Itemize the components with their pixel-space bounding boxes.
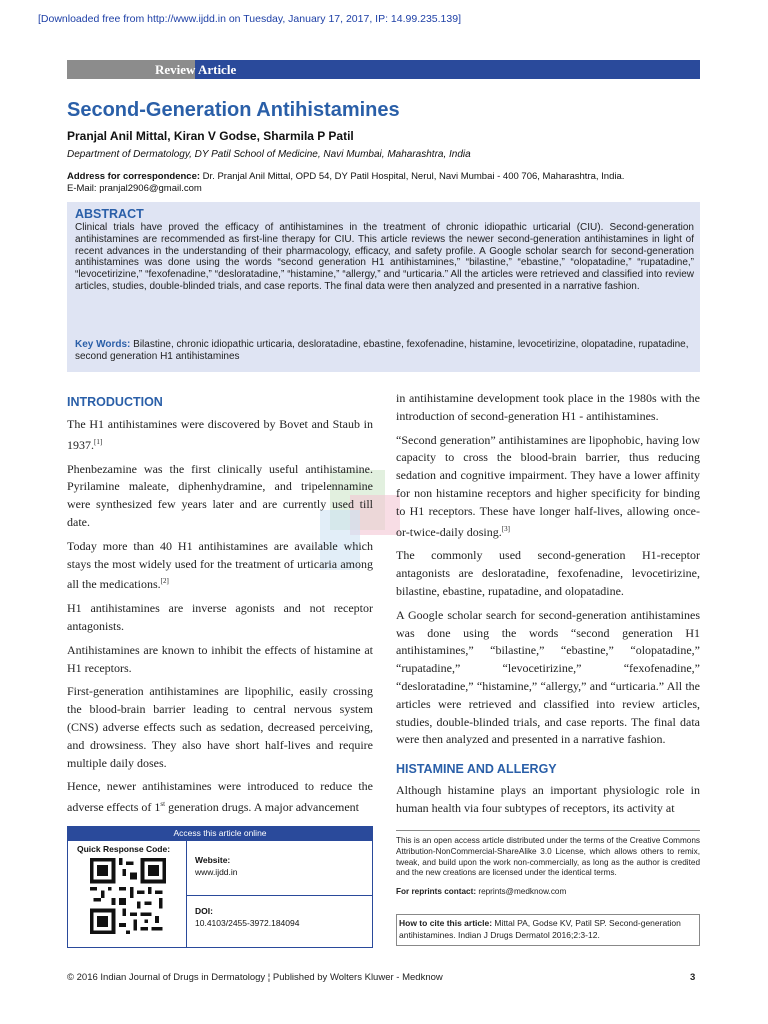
abstract-heading: ABSTRACT bbox=[75, 207, 144, 221]
correspondence bbox=[67, 171, 707, 194]
divider bbox=[186, 895, 373, 896]
qr-label: Quick Response Code: bbox=[77, 844, 171, 854]
paragraph-text: The H1 antihistamines were discovered by Bovet and Staub in 1937. bbox=[67, 417, 373, 452]
paragraph-text: Today more than 40 H1 antihistamines are available which stays the most widely used for the treatment of urticaria among all the medications. bbox=[67, 538, 373, 592]
superscript: st bbox=[160, 800, 166, 809]
introduction-heading: INTRODUCTION bbox=[67, 395, 163, 409]
paragraph bbox=[67, 778, 373, 817]
correspondence-address: Dr. Pranjal Anil Mittal, OPD 54, DY Patil Hospital, Nerul, Navi Mumbai - 400 706, Maharashtra, India. bbox=[200, 171, 625, 182]
abstract-text: Clinical trials have proved the efficacy of antihistamines in the treatment of chronic idiopathic urticarial (CIU). Second-generation antihistamines are recommended as first-line therapy for CIU. This article reviews the newer second-generation antihistamines in light of recent advances in the understanding of their pharmacology, efficacy, and safety profile. A Google scholar search for second-generation antihistamines was done using the words “second generation H1 antihistamines,” “bilastine,” “ebastine,” “olopatadine,” “rupatadine,” “levocetirizine,” “fexofenadine,” “desloratadine,” “histamine,” “allergy,” and “urticaria.” All the articles were retrieved and classified into review articles, studies, double-blinded trials, and case reports. The final data were then analyzed and presented in a narrative fashion. bbox=[75, 222, 694, 292]
divider bbox=[396, 830, 700, 831]
cite-label: How to cite this article: bbox=[399, 918, 493, 928]
keywords bbox=[75, 339, 694, 363]
cite-text: Mittal PA, Godse KV, Patil SP. Second-generation antihistamines. Indian J Drugs Dermatol 2016;2:3-12. bbox=[399, 918, 681, 940]
website-link[interactable]: www.ijdd.in bbox=[195, 867, 238, 877]
article-authors: Pranjal Anil Mittal, Kiran V Godse, Sharmila P Patil bbox=[67, 129, 354, 143]
reprints-contact bbox=[396, 887, 566, 896]
citation-ref: [1] bbox=[94, 437, 103, 446]
qr-code bbox=[90, 858, 166, 934]
keywords-list: Bilastine, chronic idiopathic urticaria, desloratadine, ebastine, fexofenadine, histamine, levocetirizine, olopatadine, rupatadine, second generation H1 antihistamines bbox=[75, 339, 689, 362]
website-label: Website: bbox=[195, 855, 231, 865]
article-affiliation: Department of Dermatology, DY Patil School of Medicine, Navi Mumbai, Maharashtra, India bbox=[67, 149, 471, 160]
right-column bbox=[396, 390, 700, 755]
doi-label: DOI: bbox=[195, 906, 213, 916]
correspondence-email: E-Mail: pranjal2906@gmail.com bbox=[67, 182, 202, 194]
access-heading: Access this article online bbox=[67, 826, 373, 841]
paragraph: Although histamine plays an important physiologic role in human health via four subtypes of receptors, its activity at bbox=[396, 783, 700, 815]
histamine-heading: HISTAMINE AND ALLERGY bbox=[396, 762, 557, 776]
correspondence-label: Address for correspondence: bbox=[67, 171, 201, 182]
paragraph bbox=[67, 538, 373, 594]
reprints-label: For reprints contact: bbox=[396, 887, 477, 896]
paragraph-text: “Second generation” antihistamines are lipophobic, having low capacity to cross the blood-brain barrier, thus reducing sedation and cognitive impairment. They have a lower affinity for non histamine receptors and higher specificity for binding to H1 receptors. These have longer half-lives, allowing once-or-twice-daily dosing. bbox=[396, 432, 700, 539]
citation-ref: [3] bbox=[501, 524, 510, 533]
left-column bbox=[67, 416, 373, 823]
keywords-label: Key Words: bbox=[75, 339, 131, 350]
paragraph: Antihistamines are known to inhibit the effects of histamine at H1 receptors. bbox=[67, 642, 373, 675]
page-number: 3 bbox=[690, 972, 696, 983]
reprints-email[interactable]: reprints@medknow.com bbox=[476, 887, 567, 896]
citation-ref: [2] bbox=[160, 577, 169, 586]
download-notice: [Downloaded free from http://www.ijdd.in on Tuesday, January 17, 2017, IP: 14.99.235.139] bbox=[38, 13, 461, 25]
paragraph bbox=[67, 416, 373, 455]
citation bbox=[399, 917, 697, 941]
article-title: Second-Generation Antihistamines bbox=[67, 99, 400, 121]
paragraph-text: Hence, newer antihistamines were introduced to reduce the adverse effects of 1 bbox=[67, 779, 373, 815]
paragraph: The commonly used second-generation H1-receptor antagonists are desloratadine, fexofenadine, levocetirizine, bilastine, ebastine, rupatadine, and olopatadine. bbox=[396, 548, 700, 598]
license-text: This is an open access article distributed under the terms of the Creative Commons Attribution-NonCommercial-ShareAlike 3.0 License, which allows others to remix, tweak, and build upon the work non-commercially, as long as the author is credited and the new creations are licensed under the identical terms. bbox=[396, 836, 700, 878]
section-label: Review Article bbox=[155, 62, 237, 77]
paragraph: A Google scholar search for second-generation antihistamines was done using the words “second generation H1 antihistamines,” “bilastine,” “ebastine,” “olopatadine,” “rupatadine,” “levocetirizine,” “fexofenadine,” “desloratadine,” “histamine,” “allergy,” and “urticaria.” All the articles were retrieved and classified into review articles, studies, double-blinded trials, and case reports. The final data were then analyzed and presented in a narrative fashion. bbox=[396, 607, 700, 747]
paragraph: Phenbezamine was the first clinically useful antihistamine. Pyrilamine maleate, diphenhydramine, and tripelennamine were synthesized few years later and are currently used till date. bbox=[67, 461, 373, 529]
paragraph-text: generation drugs. A major advancement bbox=[165, 800, 360, 815]
doi-value[interactable]: 10.4103/2455-3972.184094 bbox=[195, 918, 300, 928]
footer-text: © 2016 Indian Journal of Drugs in Dermatology ¦ Published by Wolters Kluwer - Medknow bbox=[67, 972, 443, 983]
paragraph: First-generation antihistamines are lipophilic, easily crossing the blood-brain barrier leading to central nervous system (CNS) adverse effects such as sedation, decreased perceiving, and drowsiness. They also have short half-lives and require multiple daily doses. bbox=[67, 684, 373, 770]
paragraph bbox=[396, 432, 700, 542]
paragraph: in antihistamine development took place in the 1980s with the introduction of second-generation H1 - antihistamines. bbox=[396, 391, 700, 423]
paragraph: H1 antihistamines are inverse agonists and not receptor antagonists. bbox=[67, 601, 373, 633]
